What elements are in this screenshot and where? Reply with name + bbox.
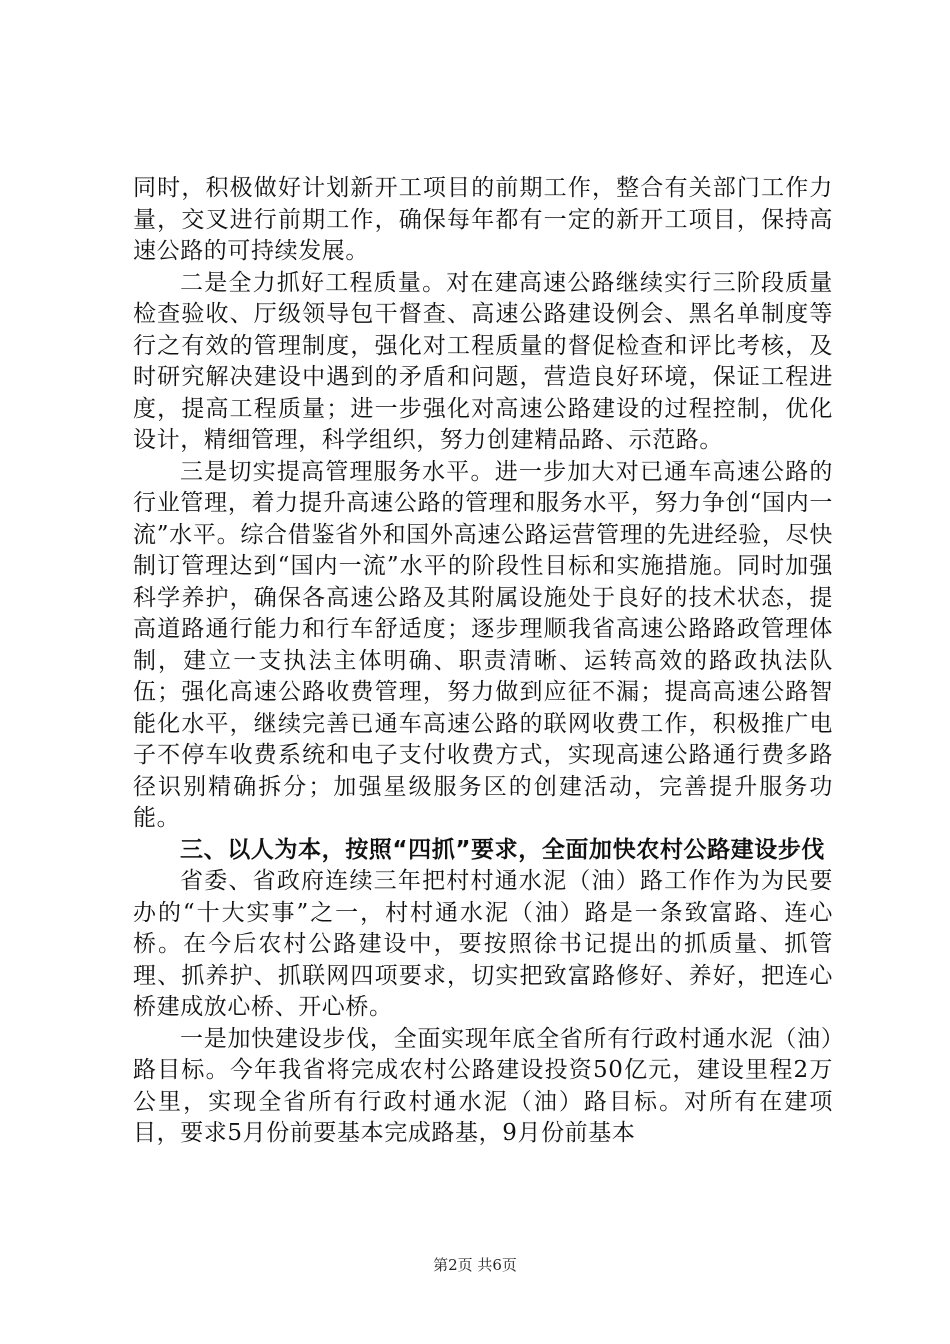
paragraph-continuation: 同时，积极做好计划新开工项目的前期工作，整合有关部门工作力量，交叉进行前期工作，确保每年都有一定的新开工项目，保持高速公路的可持续发展。: [133, 175, 833, 264]
document-body: [133, 173, 833, 1150]
section-heading-rural-roads: 三、以人为本，按照“四抓”要求，全面加快农村公路建设步伐: [180, 836, 826, 863]
page-number-footer: 第2页 共6页: [433, 1256, 517, 1274]
paragraph-rural-roads-intro: 省委、省政府连续三年把村村通水泥（油）路工作作为为民要办的“十大实事”之一，村村通水泥（油）路是一条致富路、连心桥。在今后农村公路建设中，要按照徐书记提出的抓质量、抓管理、抓养护、抓联网四项要求，切实把致富路修好、养好，把连心桥建成放心桥、开心桥。: [133, 868, 833, 1020]
paragraph-management-service: 三是切实提高管理服务水平。进一步加大对已通车高速公路的行业管理，着力提升高速公路的管理和服务水平，努力争创“国内一流”水平。综合借鉴省外和国外高速公路运营管理的先进经验，尽快制订管理达到“国内一流”水平的阶段性目标和实施措施。同时加强科学养护，确保各高速公路及其附属设施处于良好的技术状态，提高道路通行能力和行车舒适度；逐步理顺我省高速公路路政管理体制，建立一支执法主体明确、职责清晰、运转高效的路政执法队伍；强化高速公路收费管理，努力做到应征不漏；提高高速公路智能化水平，继续完善已通车高速公路的联网收费工作，积极推广电子不停车收费系统和电子支付收费方式，实现高速公路通行费多路径识别精确拆分；加强星级服务区的创建活动，完善提升服务功能。: [133, 458, 833, 831]
paragraph-accelerate-construction: 一是加快建设步伐，全面实现年底全省所有行政村通水泥（油）路目标。今年我省将完成农村公路建设投资50亿元，建设里程2万公里，实现全省所有行政村通水泥（油）路目标。对所有在建项目，要求5月份前要基本完成路基，9月份前基本: [133, 1025, 833, 1146]
paragraph-engineering-quality: 二是全力抓好工程质量。对在建高速公路继续实行三阶段质量检查验收、厅级领导包干督查、高速公路建设例会、黑名单制度等行之有效的管理制度，强化对工程质量的督促检查和评比考核，及时研究解决建设中遇到的矛盾和问题，营造良好环境，保证工程进度，提高工程质量；进一步强化对高速公路建设的过程控制，优化设计，精细管理，科学组织，努力创建精品路、示范路。: [133, 269, 833, 453]
